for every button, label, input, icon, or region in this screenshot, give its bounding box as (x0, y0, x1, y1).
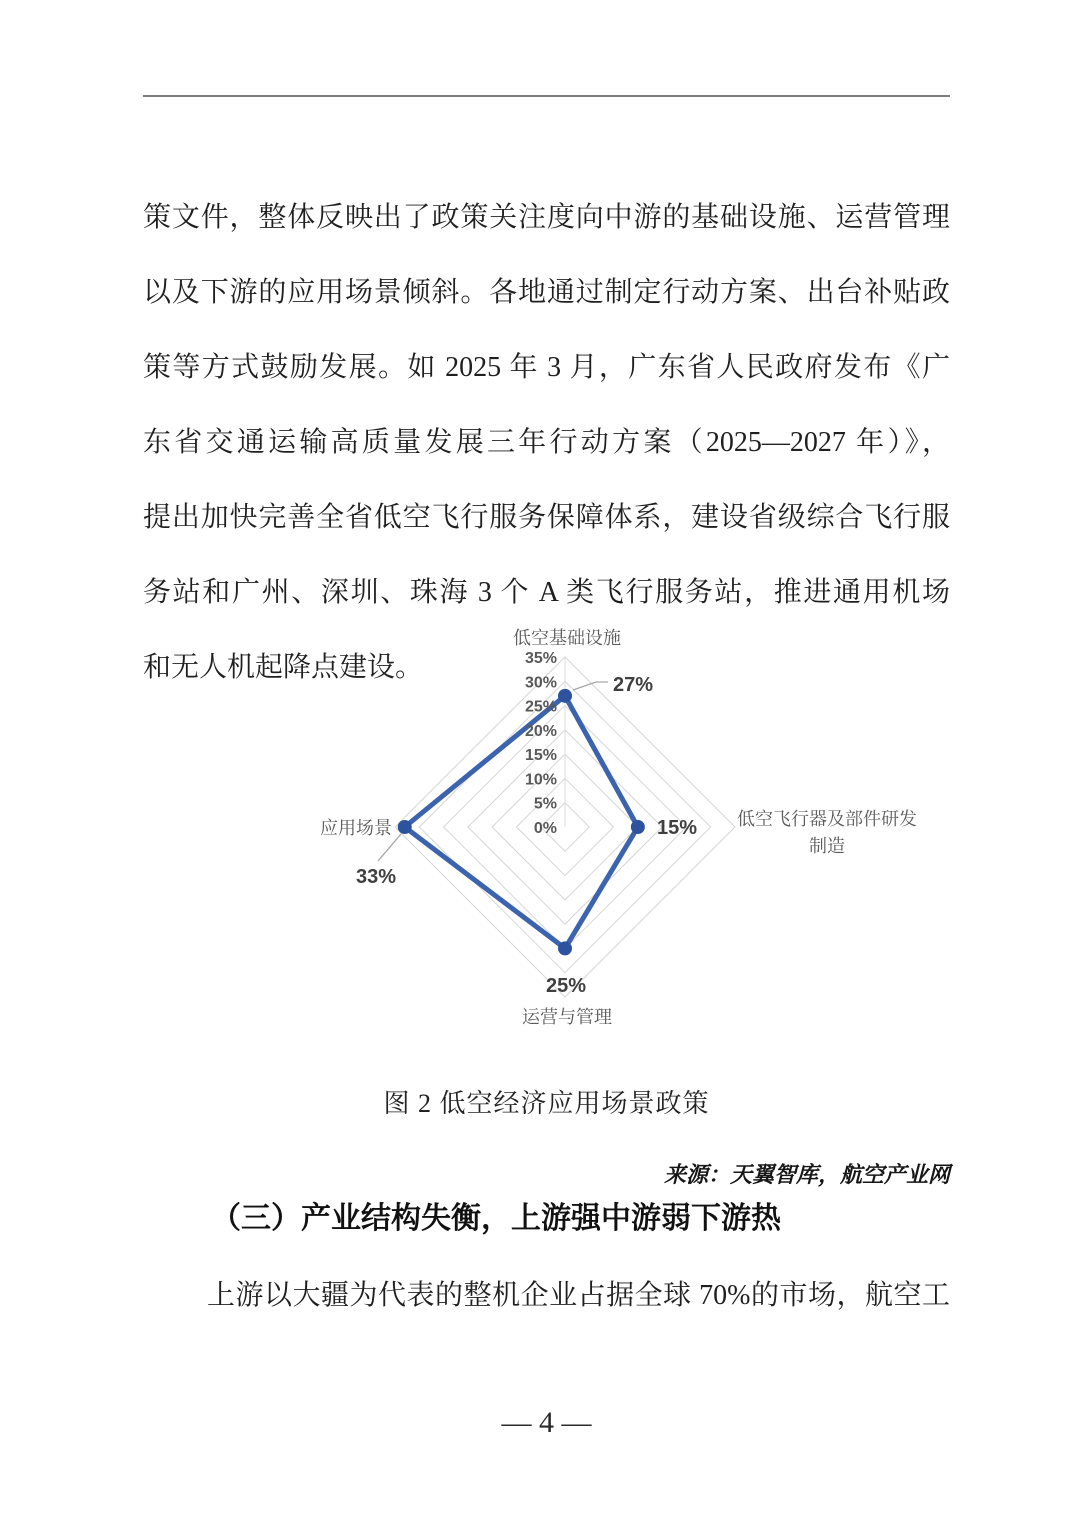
data-label-bottom: 25% (545, 975, 587, 997)
paragraph-line: 务站和广州、深圳、珠海 3 个 A 类飞行服务站，推进通用机场 (143, 577, 950, 608)
category-label-right-2: 制造 (809, 836, 845, 856)
paragraph-line: 和无人机起降点建设。 (143, 652, 424, 683)
body-paragraph-2 (143, 1260, 950, 1332)
axis-tick-label: 25% (524, 698, 557, 716)
category-label-top: 低空基础设施 (513, 628, 621, 648)
axis-tick-label: 5% (533, 795, 557, 813)
axis-tick-label: 0% (533, 820, 557, 837)
paragraph-line: 提出加快完善全省低空飞行服务保障体系，建设省级综合飞行服 (143, 502, 950, 533)
header-rule (143, 95, 950, 97)
category-label-left: 应用场景 (320, 818, 392, 838)
figure-source: 来源：天翼智库，航空产业网 (663, 1162, 950, 1187)
leader-line-left (378, 834, 401, 861)
data-label-right: 15% (657, 817, 698, 839)
axis-tick-label: 30% (524, 674, 557, 692)
figure-caption: 图 2 低空经济应用场景政策 (383, 1089, 710, 1118)
radar-chart (300, 600, 960, 1060)
axis-tick-label: 10% (524, 771, 557, 789)
radar-chart-figure (300, 600, 960, 1060)
category-label-bottom: 运营与管理 (522, 1007, 612, 1027)
paragraph-line: 东省交通运输高质量发展三年行动方案（2025—2027 年）》， (143, 427, 950, 458)
paragraph-line: 以及下游的应用场景倾斜。各地通过制定行动方案、出台补贴政 (143, 277, 950, 308)
paragraph-line: 策等方式鼓励发展。如 2025 年 3 月，广东省人民政府发布《广 (143, 352, 950, 383)
page-number: — 4 — (501, 1406, 592, 1439)
category-label-right-1: 低空飞行器及部件研发 (737, 809, 917, 829)
axis-tick-label: 20% (524, 722, 557, 740)
paragraph-line: 上游以大疆为代表的整机企业占据全球 70%的市场，航空工 (207, 1280, 950, 1311)
section-heading: （三）产业结构失衡，上游强中游弱下游热 (211, 1202, 781, 1235)
radar-axis-tick-labels (525, 650, 557, 837)
paragraph-line: 策文件，整体反映出了政策关注度向中游的基础设施、运营管理 (143, 202, 950, 233)
axis-tick-label: 35% (524, 650, 557, 667)
axis-tick-label: 15% (524, 747, 557, 765)
data-label-top: 27% (613, 674, 654, 696)
data-label-left: 33% (355, 866, 397, 888)
